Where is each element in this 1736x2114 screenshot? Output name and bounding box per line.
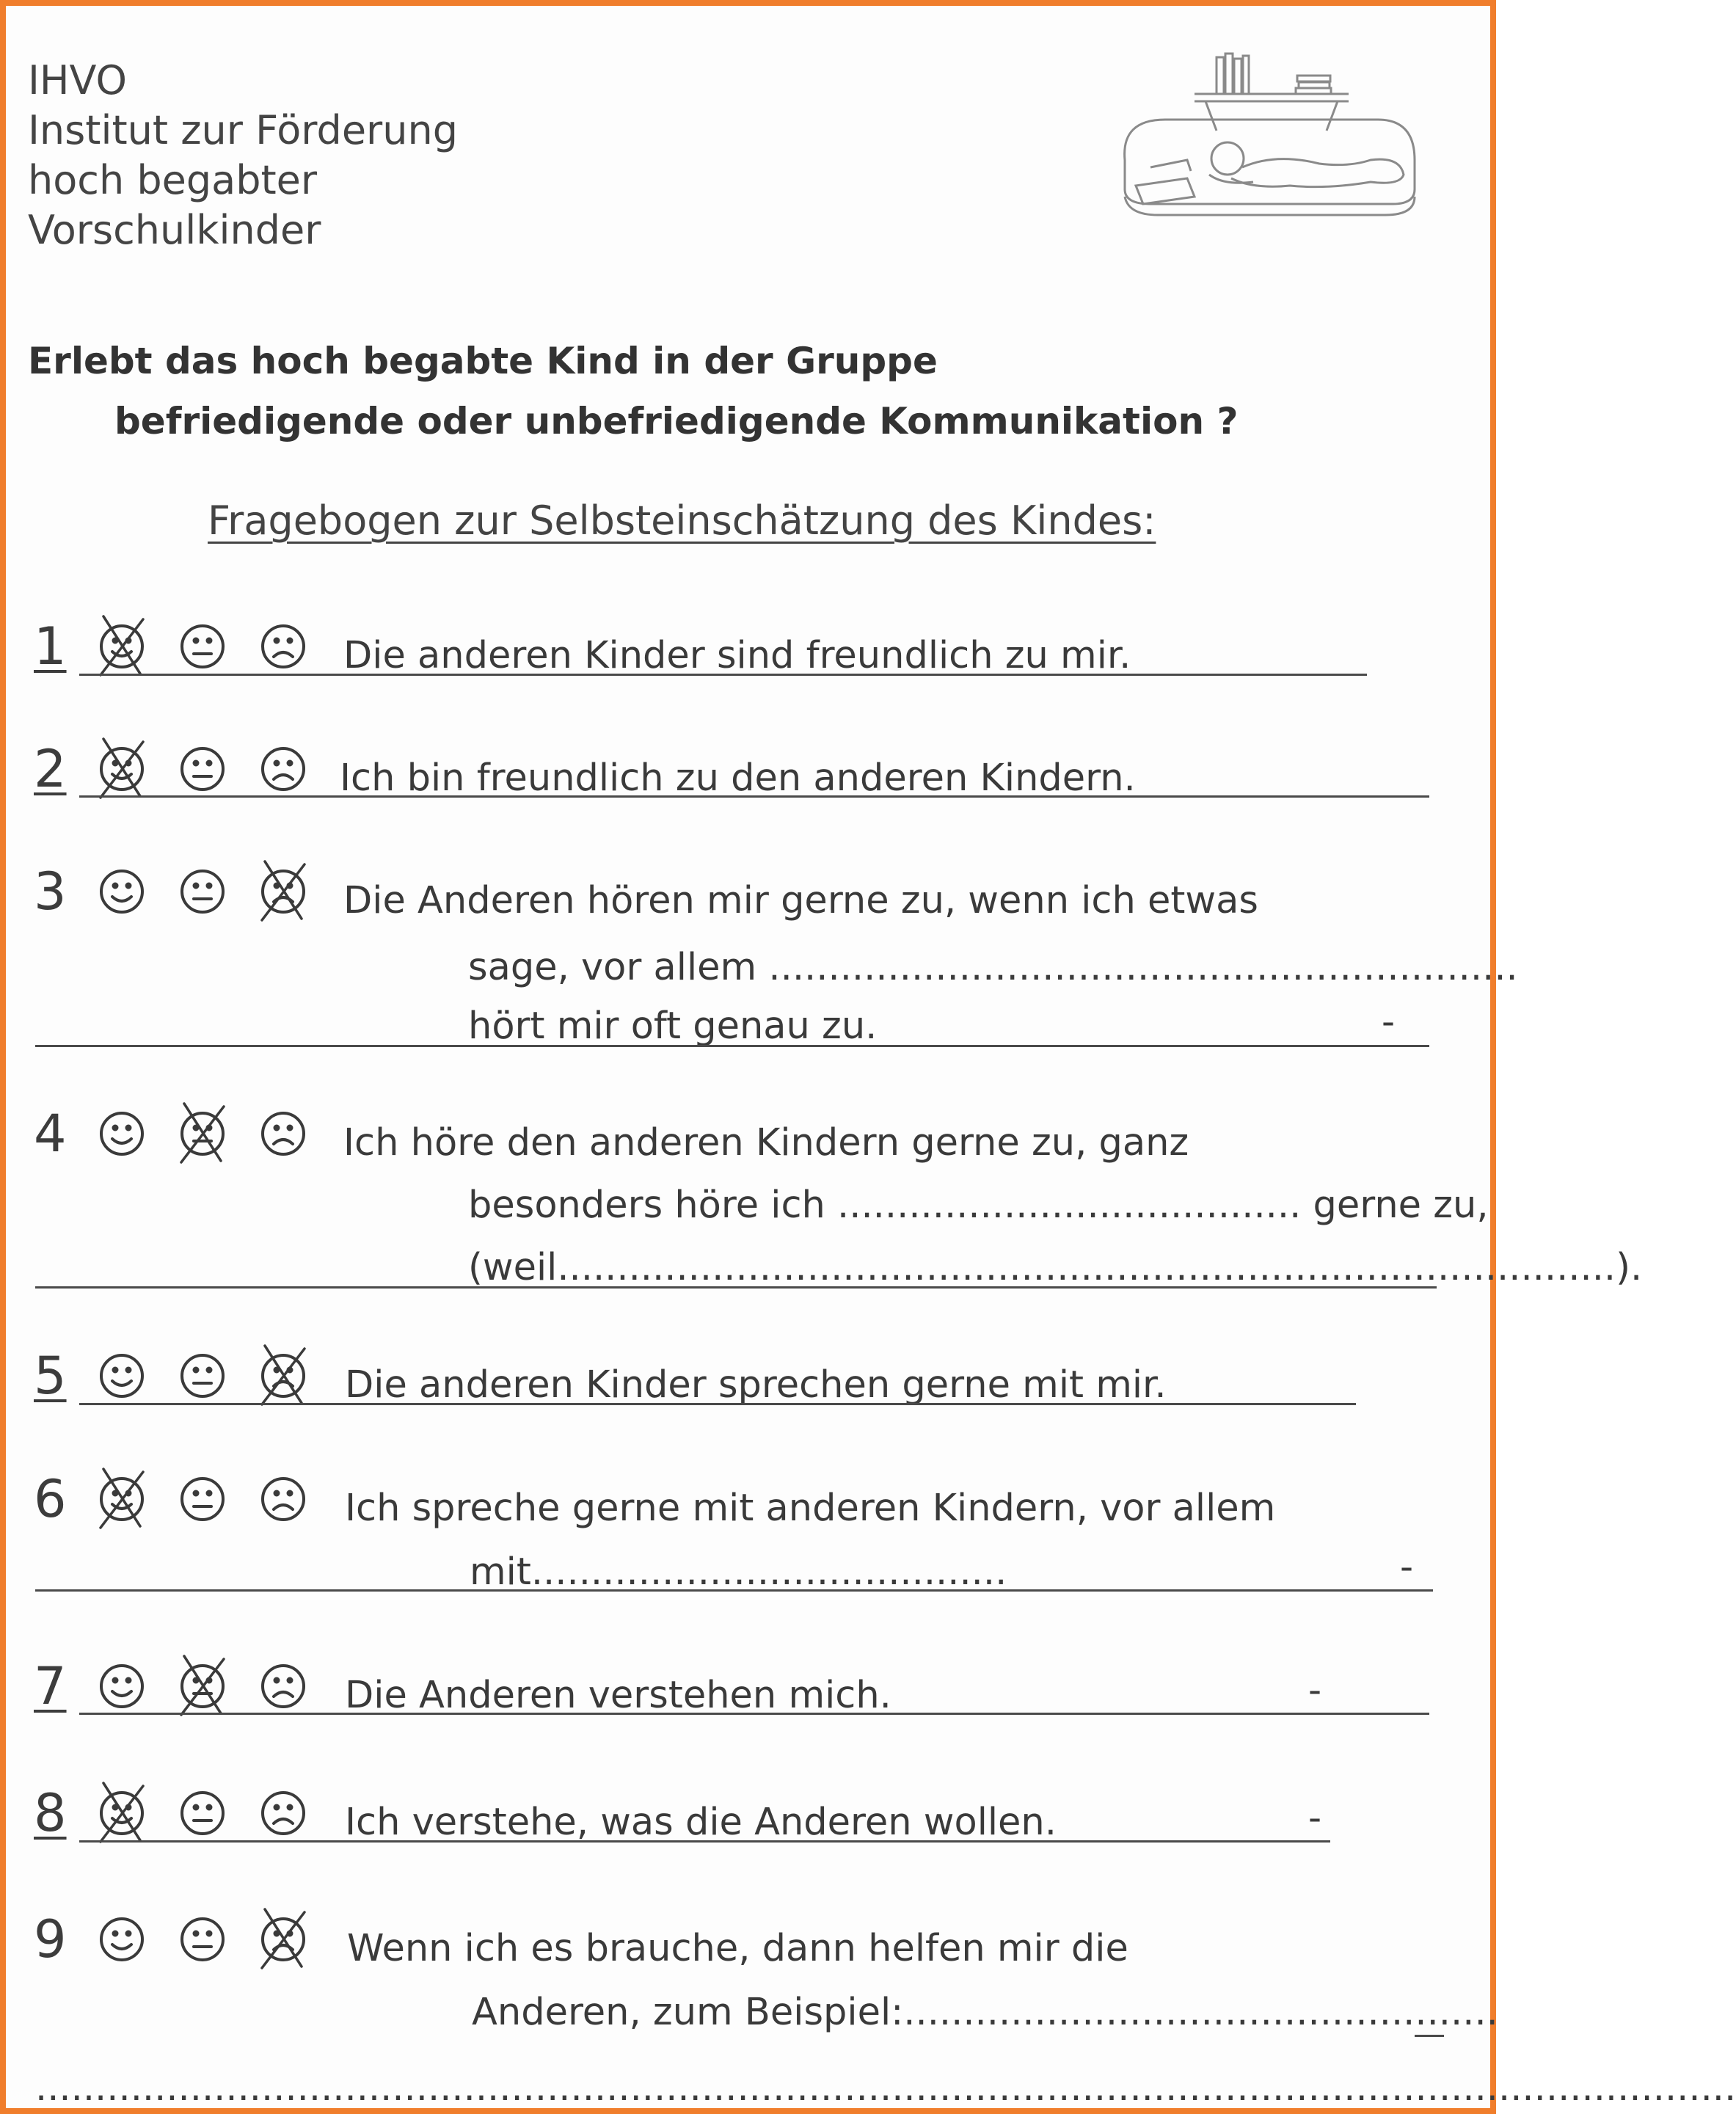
- smiley-sad-icon[interactable]: [259, 1109, 307, 1158]
- questionnaire-title-line2: befriedigende oder unbefriedigende Kommunikation ?: [114, 400, 1239, 442]
- questionnaire-subtitle: Fragebogen zur Selbsteinschätzung des Kindes:: [208, 497, 1156, 544]
- smiley-happy-icon[interactable]: [98, 1915, 146, 1964]
- question-text: hört mir oft genau zu.: [468, 1005, 878, 1048]
- smiley-happy-icon[interactable]: [98, 1475, 146, 1523]
- answer-line: [35, 1589, 1433, 1592]
- smiley-neutral-icon[interactable]: [178, 745, 227, 793]
- trailing-dash: -: [1382, 1000, 1396, 1043]
- question-text: besonders höre ich ....................................... gerne zu,: [468, 1184, 1489, 1227]
- smiley-neutral-icon[interactable]: [178, 867, 227, 916]
- institute-name-line3: Vorschulkinder: [28, 207, 321, 253]
- question-text: Die Anderen verstehen mich.: [345, 1674, 891, 1717]
- smiley-happy-icon[interactable]: [98, 745, 146, 793]
- smiley-happy-icon[interactable]: [98, 622, 146, 671]
- question-number: 2: [34, 739, 67, 799]
- question-text: Die anderen Kinder sprechen gerne mit mir.: [345, 1363, 1167, 1407]
- smiley-happy-icon[interactable]: [98, 1789, 146, 1837]
- question-text: Die Anderen hören mir gerne zu, wenn ich etwas: [343, 879, 1258, 922]
- question-text: Anderen, zum Beispiel:..................................................: [472, 1991, 1498, 2034]
- trailing-dash: -: [1308, 1669, 1322, 1711]
- questionnaire-title-line1: Erlebt das hoch begabte Kind in der Gruppe: [28, 340, 938, 382]
- smiley-neutral-icon[interactable]: [178, 1915, 227, 1964]
- smiley-neutral-icon[interactable]: [178, 1475, 227, 1523]
- answer-line: [79, 1840, 1330, 1843]
- answer-line: [35, 1045, 1429, 1047]
- smiley-neutral-icon[interactable]: [178, 622, 227, 671]
- question-number: 3: [34, 861, 67, 922]
- smiley-happy-icon[interactable]: [98, 1662, 146, 1710]
- trailing-dash: -: [1400, 1545, 1414, 1588]
- smiley-neutral-icon[interactable]: [178, 1789, 227, 1837]
- question-text: Ich bin freundlich zu den anderen Kindern.: [340, 757, 1136, 800]
- question-text: Ich höre den anderen Kindern gerne zu, ganz: [343, 1121, 1189, 1164]
- question-number: 6: [34, 1469, 67, 1529]
- answer-line: [79, 674, 1367, 676]
- smiley-sad-icon[interactable]: [259, 1475, 307, 1523]
- smiley-neutral-icon[interactable]: [178, 1662, 227, 1710]
- question-number: 4: [34, 1104, 67, 1164]
- smiley-sad-icon[interactable]: [259, 1352, 307, 1400]
- smiley-happy-icon[interactable]: [98, 1352, 146, 1400]
- smiley-sad-icon[interactable]: [259, 1789, 307, 1837]
- smiley-happy-icon[interactable]: [98, 1109, 146, 1158]
- answer-line: [1415, 2035, 1444, 2037]
- answer-line: [79, 1403, 1356, 1405]
- question-number: 7: [34, 1656, 67, 1716]
- smiley-happy-icon[interactable]: [98, 867, 146, 916]
- question-text: sage, vor allem ...............................................................: [468, 946, 1518, 989]
- smiley-neutral-icon[interactable]: [178, 1352, 227, 1400]
- question-number: 5: [34, 1346, 67, 1406]
- question-text: Wenn ich es brauche, dann helfen mir die: [347, 1927, 1128, 1970]
- smiley-neutral-icon[interactable]: [178, 1109, 227, 1158]
- smiley-sad-icon[interactable]: [259, 745, 307, 793]
- institute-abbreviation: IHVO: [28, 57, 128, 103]
- question-text: Ich verstehe, was die Anderen wollen.: [345, 1801, 1057, 1844]
- institute-name-line2: hoch begabter: [28, 157, 318, 203]
- question-text: mit........................................: [470, 1550, 1007, 1594]
- question-text: Die anderen Kinder sind freundlich zu mir.: [343, 634, 1131, 677]
- institute-name-line1: Institut zur Förderung: [28, 107, 458, 153]
- question-number: 9: [34, 1909, 67, 1969]
- question-number: 8: [34, 1783, 67, 1843]
- reading-child-illustration: [1106, 50, 1429, 248]
- trailing-dash: -: [1308, 1796, 1322, 1839]
- question-number: 1: [34, 616, 67, 677]
- answer-line: [79, 1713, 1429, 1715]
- answer-line: [35, 1286, 1437, 1289]
- question-text: ...............................................................................................................................................: [35, 2066, 1736, 2110]
- answer-line: [79, 795, 1429, 798]
- smiley-sad-icon[interactable]: [259, 1915, 307, 1964]
- question-text: (weil.........................................................................................).: [468, 1246, 1643, 1289]
- smiley-sad-icon[interactable]: [259, 622, 307, 671]
- smiley-sad-icon[interactable]: [259, 867, 307, 916]
- smiley-sad-icon[interactable]: [259, 1662, 307, 1710]
- question-text: Ich spreche gerne mit anderen Kindern, vor allem: [345, 1487, 1276, 1530]
